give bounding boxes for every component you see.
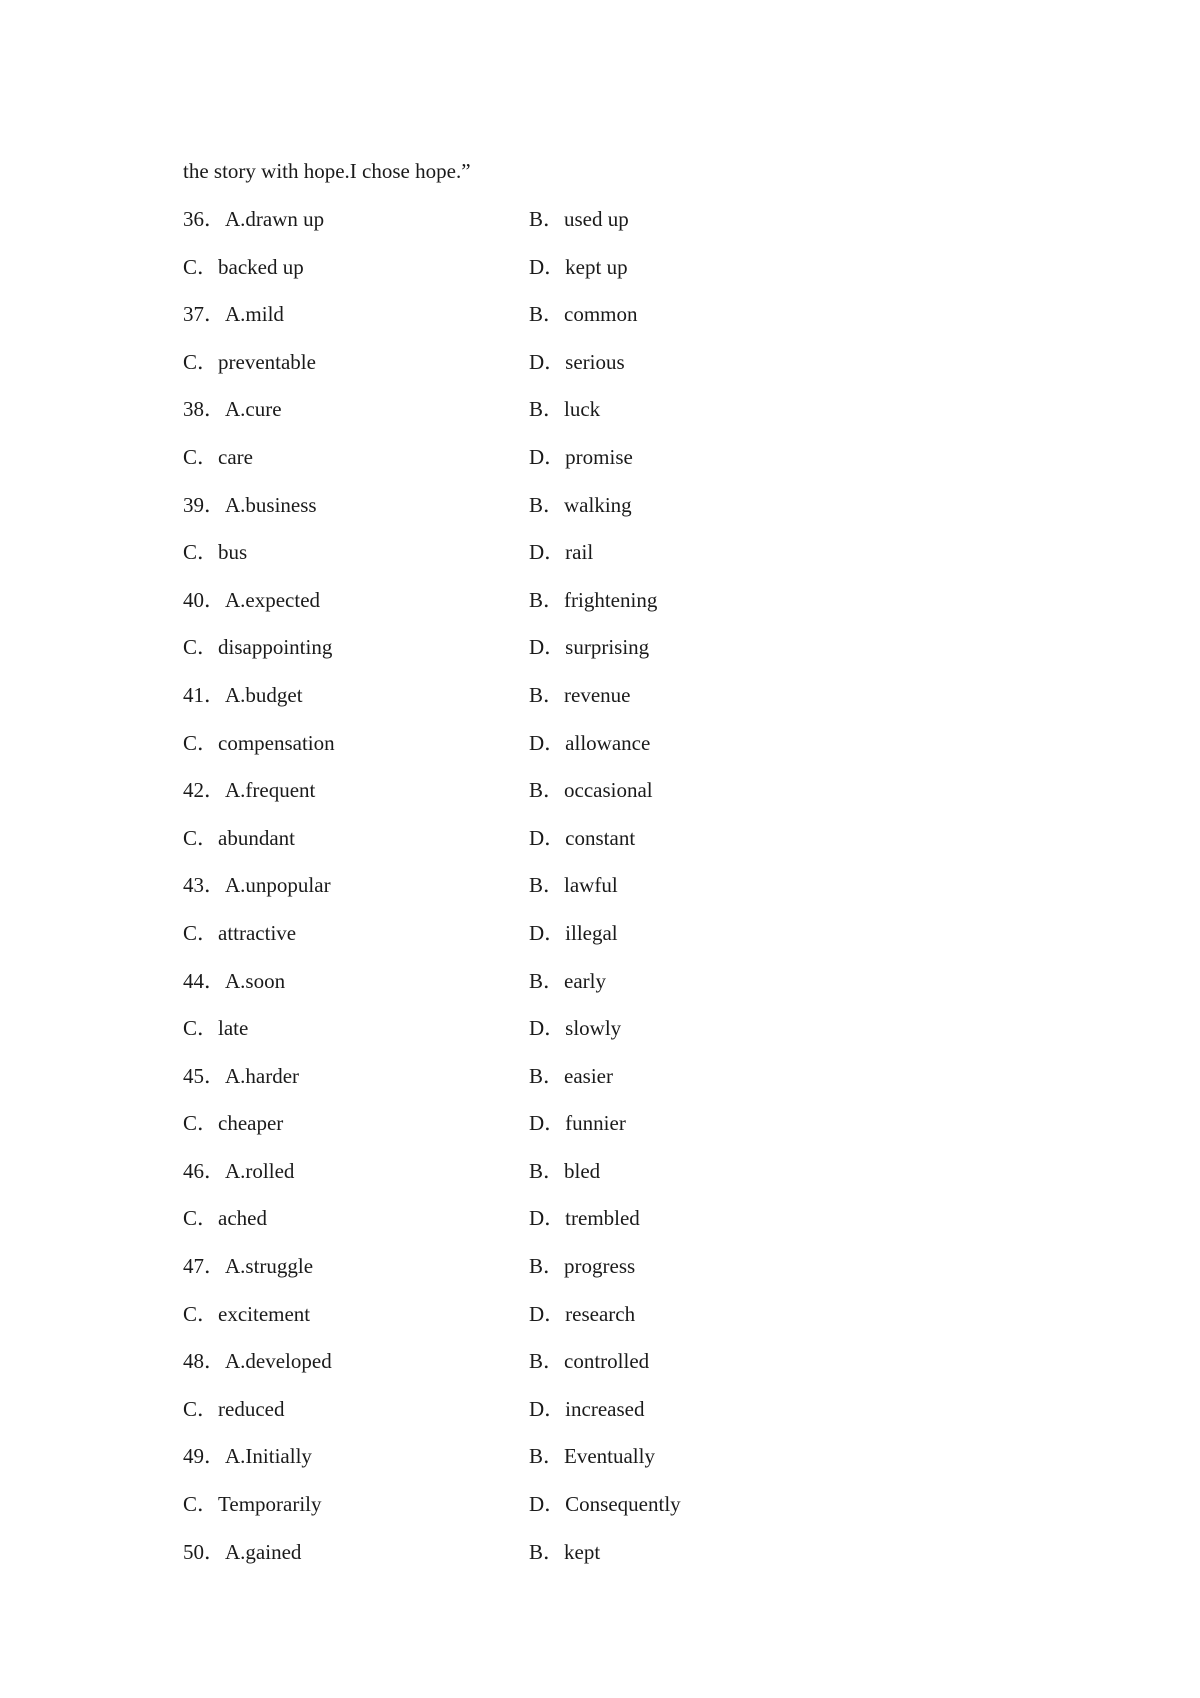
option-left: 36．A.drawn up bbox=[183, 207, 325, 231]
option-left: C．compensation bbox=[183, 730, 335, 755]
option-left: 44．A.soon bbox=[183, 968, 286, 993]
option-row bbox=[183, 348, 1083, 396]
option-left: 45．A.harder bbox=[183, 1063, 300, 1088]
option-row bbox=[183, 776, 1083, 824]
option-right: B．used up bbox=[529, 207, 629, 231]
option-left: C．attractive bbox=[183, 920, 297, 945]
option-right: D．rail bbox=[529, 540, 594, 565]
option-left: 40．A.expected bbox=[183, 587, 321, 612]
option-left: 48．A.developed bbox=[183, 1349, 332, 1374]
option-row bbox=[183, 1538, 1083, 1586]
option-left: C．preventable bbox=[183, 349, 316, 374]
option-row bbox=[183, 253, 1083, 301]
option-row bbox=[183, 395, 1083, 443]
option-right: B．walking bbox=[529, 492, 632, 517]
option-left: C．excitement bbox=[183, 1301, 311, 1326]
option-row bbox=[183, 681, 1083, 729]
option-row bbox=[183, 1062, 1083, 1110]
option-row bbox=[183, 1204, 1083, 1252]
option-row bbox=[183, 1252, 1083, 1300]
option-right: D．surprising bbox=[529, 635, 650, 660]
option-row bbox=[183, 1157, 1083, 1205]
option-left: 41．A.budget bbox=[183, 682, 303, 707]
option-right: B．Eventually bbox=[529, 1444, 655, 1469]
option-left: C．backed up bbox=[183, 254, 304, 279]
option-row bbox=[183, 919, 1083, 967]
option-left: C．ached bbox=[183, 1206, 267, 1231]
option-right: D．slowly bbox=[529, 1016, 622, 1041]
option-right: D．serious bbox=[529, 349, 625, 374]
option-left: 50．A.gained bbox=[183, 1539, 302, 1564]
option-row bbox=[183, 1347, 1083, 1395]
option-left: C．abundant bbox=[183, 825, 295, 850]
option-left: 38．A.cure bbox=[183, 397, 282, 422]
option-left: 37．A.mild bbox=[183, 302, 284, 327]
option-right: B．occasional bbox=[529, 778, 653, 803]
option-row bbox=[183, 1490, 1083, 1538]
option-left: 43．A.unpopular bbox=[183, 873, 331, 898]
option-left: C．Temporarily bbox=[183, 1492, 322, 1517]
option-right: B．progress bbox=[529, 1254, 636, 1279]
answer-options bbox=[183, 205, 1083, 1585]
option-row bbox=[183, 1442, 1083, 1490]
option-right: B．luck bbox=[529, 397, 601, 422]
option-right: B．lawful bbox=[529, 873, 618, 898]
option-right: D．constant bbox=[529, 825, 636, 850]
option-right: B．revenue bbox=[529, 682, 631, 707]
option-right: B．bled bbox=[529, 1158, 601, 1183]
option-right: D．research bbox=[529, 1301, 636, 1326]
option-left: C．care bbox=[183, 444, 253, 469]
option-left: C．disappointing bbox=[183, 635, 333, 660]
option-right: B．easier bbox=[529, 1063, 613, 1088]
option-row bbox=[183, 633, 1083, 681]
option-left: 42．A.frequent bbox=[183, 778, 316, 803]
option-row bbox=[183, 1300, 1083, 1348]
option-left: C．reduced bbox=[183, 1396, 285, 1421]
option-right: B．kept bbox=[529, 1539, 601, 1564]
option-right: B．common bbox=[529, 302, 638, 327]
intro-text: the story with hope.I chose hope.” bbox=[183, 159, 471, 183]
option-left: 49．A.Initially bbox=[183, 1444, 312, 1469]
option-right: D．trembled bbox=[529, 1206, 640, 1231]
option-row bbox=[183, 1395, 1083, 1443]
option-right: D．kept up bbox=[529, 254, 628, 279]
option-row bbox=[183, 443, 1083, 491]
option-row bbox=[183, 871, 1083, 919]
option-right: B．frightening bbox=[529, 587, 658, 612]
option-row bbox=[183, 967, 1083, 1015]
option-row bbox=[183, 1109, 1083, 1157]
option-row bbox=[183, 729, 1083, 777]
option-row bbox=[183, 300, 1083, 348]
option-right: D．funnier bbox=[529, 1111, 626, 1136]
option-left: 47．A.struggle bbox=[183, 1254, 314, 1279]
option-right: B．controlled bbox=[529, 1349, 650, 1374]
option-right: D．increased bbox=[529, 1396, 645, 1421]
option-row bbox=[183, 491, 1083, 539]
option-row bbox=[183, 1014, 1083, 1062]
option-right: D．illegal bbox=[529, 920, 618, 945]
option-row bbox=[183, 586, 1083, 634]
option-left: 46．A.rolled bbox=[183, 1158, 295, 1183]
option-row bbox=[183, 205, 1083, 253]
option-left: 39．A.business bbox=[183, 492, 317, 517]
option-left: C．late bbox=[183, 1016, 249, 1041]
option-row bbox=[183, 824, 1083, 872]
option-row bbox=[183, 538, 1083, 586]
option-right: D．allowance bbox=[529, 730, 651, 755]
option-right: D．Consequently bbox=[529, 1492, 681, 1517]
option-left: C．cheaper bbox=[183, 1111, 284, 1136]
option-left: C．bus bbox=[183, 540, 248, 565]
option-right: D．promise bbox=[529, 444, 633, 469]
option-right: B．early bbox=[529, 968, 606, 993]
